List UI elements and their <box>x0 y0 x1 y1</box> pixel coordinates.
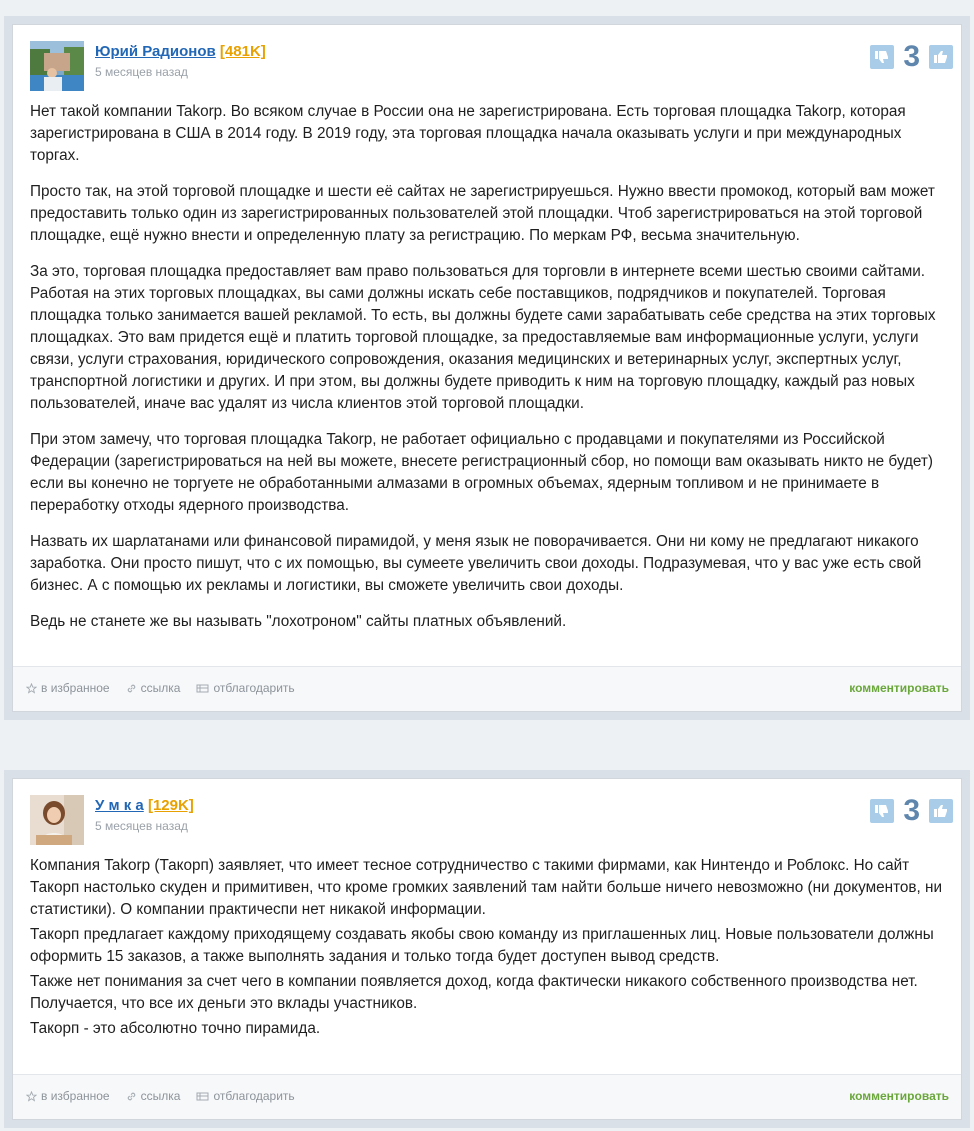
answer-body <box>12 24 962 712</box>
link-icon <box>126 1091 137 1102</box>
dislike-button[interactable] <box>870 45 894 69</box>
answer-paragraph: Также нет понимания за счет чего в компании появляется доход, когда фактически никакого собственного производства нет. Получается, что все их деньги это вклады участников. <box>30 973 918 1012</box>
answer-time: 5 месяцев назад <box>95 819 188 833</box>
star-icon <box>26 1091 37 1102</box>
thank-button[interactable] <box>196 681 294 695</box>
vote-count: 3 <box>903 794 920 827</box>
author-rating-link[interactable]: [129K] <box>147 797 194 814</box>
dislike-button[interactable] <box>870 799 894 823</box>
vote-panel <box>870 41 953 73</box>
answer-paragraph: Просто так, на этой торговой площадке и шести её сайтах не зарегистрируешься. Нужно ввести промокод, который вам может предоставить только один из зарегистрированных пользователей этой площадки. Чтоб зарегистрироваться на этой торговой площадке, ещё нужно внести и определенную плату за регистрацию. По меркам РФ, весьма значительную. <box>30 183 935 244</box>
answer-paragraph: Назвать их шарлатанами или финансовой пирамидой, у меня язык не поворачивается. Они ни кому не предлагают никакого заработка. Они просто пишут, что с их помощью, вы сумеете увеличить свои доходы. Подразумевая, что у вас уже есть свой бизнес. А с помощью их рекламы и логистики, вы сможете увеличить свои доходы. <box>30 533 922 594</box>
answer-body <box>12 778 962 1120</box>
comment-link[interactable]: комментировать <box>849 1089 949 1103</box>
vote-count: 3 <box>903 40 920 73</box>
favorite-label: в избранное <box>41 681 110 695</box>
answer-card <box>4 770 970 1128</box>
link-button[interactable] <box>126 1089 181 1103</box>
thank-button[interactable] <box>196 1089 294 1103</box>
answer-card <box>4 16 970 720</box>
author-name-link[interactable]: У м к а <box>95 797 144 814</box>
favorite-button[interactable] <box>26 681 110 695</box>
favorite-button[interactable] <box>26 1089 110 1103</box>
answer-paragraph: Компания Takorp (Такорп) заявляет, что имеет тесное сотрудничество с такими фирмами, как Нинтендо и Роблокс. Но сайт Такорп настолько скуден и примитивен, что кроме громких заявлений там найти больше ничего невозможно (ни документов, ни статистики). О компании практичеспи нет никакой информации. <box>30 857 943 918</box>
answer-text <box>13 91 961 633</box>
footer-actions <box>26 681 295 695</box>
answer-footer <box>13 666 961 711</box>
gift-icon <box>196 1091 209 1102</box>
avatar[interactable] <box>30 41 84 91</box>
thank-label: отблагодарить <box>213 681 295 695</box>
like-button[interactable] <box>929 45 953 69</box>
answer-time: 5 месяцев назад <box>95 65 188 79</box>
answer-text <box>13 845 961 1040</box>
link-label: ссылка <box>140 1089 181 1103</box>
answer-paragraph: При этом замечу, что торговая площадка Takorp, не работает официально с продавцами и покупателями из Российской Федерации (зарегистрироваться на ней вы можете, внесете регистрационный сбор, но помощи вам оказывать никто не будет) если вы конечно не торгуете не обработанными алмазами в огромных объемах, ядерным топливом и не принимаете в переработку отходы ядерного производства. <box>30 431 934 514</box>
thumbs-down-icon <box>874 49 890 65</box>
link-label: ссылка <box>140 681 181 695</box>
footer-actions <box>26 1089 295 1103</box>
answer-header <box>13 25 961 91</box>
answer-paragraph: Такорп предлагает каждому приходящему создавать якобы свою команду из приглашенных лиц. Новые пользователи должны оформить 15 заказов, а также выполнять задания и только тогда будет доступен вывод средств. <box>30 926 934 965</box>
answer-paragraph: Такорп - это абсолютно точно пирамида. <box>30 1020 321 1037</box>
answer-header <box>13 779 961 845</box>
thumbs-up-icon <box>933 803 949 819</box>
thumbs-up-icon <box>933 49 949 65</box>
comment-link[interactable]: комментировать <box>849 681 949 695</box>
vote-panel <box>870 795 953 827</box>
author-name-link[interactable]: Юрий Радионов <box>95 43 216 60</box>
author <box>95 43 266 60</box>
author-rating-link[interactable]: [481K] <box>219 43 266 60</box>
answer-paragraph: За это, торговая площадка предоставляет вам право пользоваться для торговли в интернете всеми шестью своими сайтами. Работая на этих торговых площадках, вы сами должны искать себе поставщиков, подрядчиков и покупателей. Торговая площадка только занимается вашей рекламой. То есть, вы должны будете сами зарабатывать себе средства на этих торговых площадках. Это вам придется ещё и платить торговой площадке, за предоставляемые вам информационные услуги, услуги связи, услуги страхования, юридического сопровождения, оказания медицинских и ветеринарных услуг, экспертных услуг, транспортной логистики и других. И при этом, вы должны будете приводить к ним на торговую площадку, каждый раз новых пользователей, иначе вас удалят из числа клиентов этой торговой площадки. <box>30 263 936 412</box>
star-icon <box>26 683 37 694</box>
link-button[interactable] <box>126 681 181 695</box>
gift-icon <box>196 683 209 694</box>
author <box>95 797 194 814</box>
avatar[interactable] <box>30 795 84 845</box>
thank-label: отблагодарить <box>213 1089 295 1103</box>
answer-paragraph: Ведь не станете же вы называть "лохотроном" сайты платных объявлений. <box>30 613 567 630</box>
like-button[interactable] <box>929 799 953 823</box>
answer-paragraph: Нет такой компании Takorp. Во всяком случае в России она не зарегистрирована. Есть торговая площадка Takorp, которая зарегистрирована в США в 2014 году. В 2019 году, эта торговая площадка начала оказывать услуги и при международных торгах. <box>30 103 906 164</box>
favorite-label: в избранное <box>41 1089 110 1103</box>
link-icon <box>126 683 137 694</box>
answer-footer <box>13 1074 961 1119</box>
thumbs-down-icon <box>874 803 890 819</box>
